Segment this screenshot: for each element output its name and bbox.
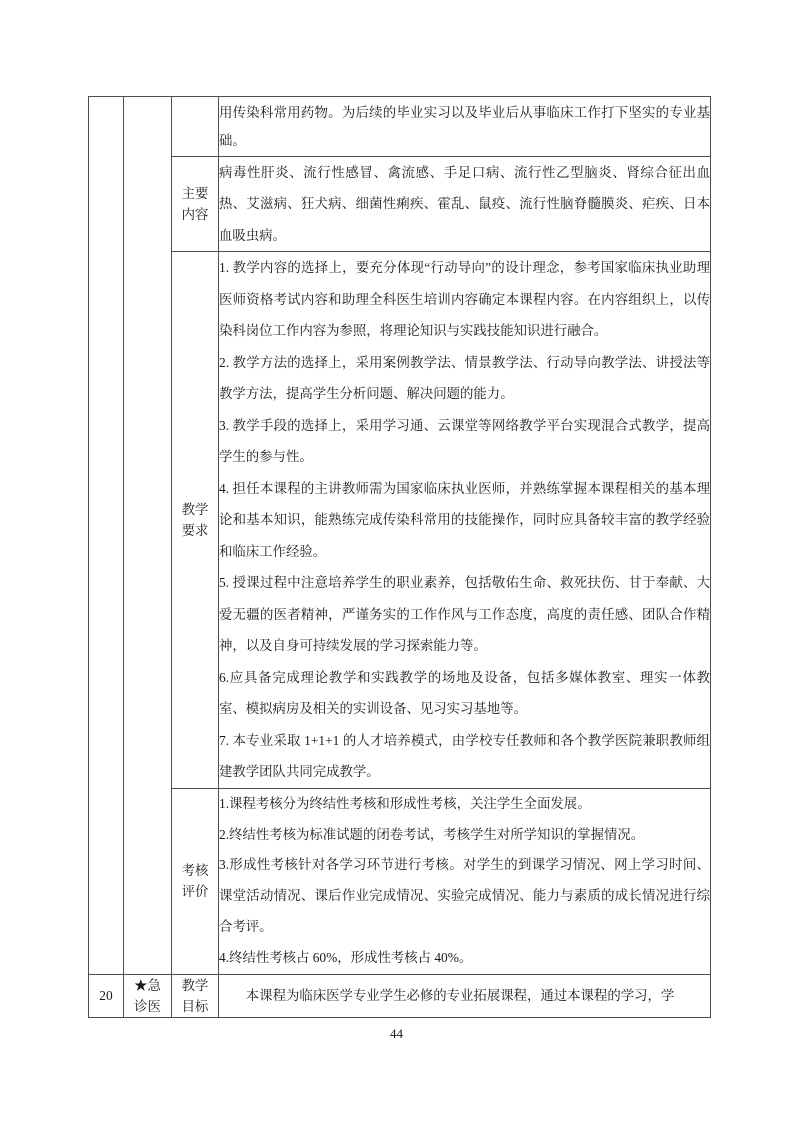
row-label-empty [172,97,219,157]
course-name-text: ★急诊医 [134,977,161,1014]
table-row-continuation [89,97,711,157]
paragraph: 3.形成性考核针对各学习环节进行考核。对学生的到课学习情况、网上学习时间、课堂活动情况、课后作业完成情况、实验完成情况、能力与素质的成长情况进行综合考评。 [219,857,710,935]
paragraph: 3. 教学手段的选择上，采用学习通、云课堂等网络教学平台实现混合式教学，提高学生的参与性。 [219,417,710,465]
row-label-text: 教学要求 [181,501,209,538]
paragraph: 1. 教学内容的选择上，要充分体现“行动导向”的设计理念，参考国家临床执业助理医师资格考试内容和助理全科医生培训内容确定本课程内容。在内容组织上，以传染科岗位工作内容为参照，将理论知识与实践技能知识进行融合。 [219,260,710,339]
cell-content [219,97,711,157]
paragraph: 2. 教学方法的选择上，采用案例教学法、情景教学法、行动导向教学法、讲授法等教学方法，提高学生分析问题、解决问题的能力。 [219,354,710,402]
seq-column-cell-empty [89,97,124,975]
paragraph: 4. 担任本课程的主讲教师需为国家临床执业医师，并熟练掌握本课程相关的基本理论和基本知识，能熟练完成传染科常用的技能操作，同时应具备较丰富的教学经验和临床工作经验。 [219,480,710,559]
table-row-assessment [89,788,711,974]
row-label-teaching-requirements [172,251,219,788]
cell-content [219,974,711,1017]
paragraph: 5. 授课过程中注意培养学生的职业素养，包括敬佑生命、救死扶伤、甘于奉献、大爱无疆的医者精神，严谨务实的工作作风与工作态度，高度的责任感、团队合作精神，以及自身可持续发展的学习探索能力等。 [219,575,710,654]
cell-content [219,788,711,974]
paragraph: 本课程为临床医学专业学生必修的专业拓展课程，通过本课程的学习，学 [245,987,675,1003]
row-label-text: 主要内容 [181,185,209,222]
row-label-teaching-objectives [172,974,219,1017]
course-name-cell [124,974,172,1017]
row-label-assessment [172,788,219,974]
cell-content [219,251,711,788]
cell-content [219,157,711,252]
table-row-teaching-requirements [89,251,711,788]
paragraph: 1.课程考核分为终结性考核和形成性考核，关注学生全面发展。 [219,795,591,811]
row-label-text: 教学目标 [181,977,209,1014]
table-row-course-20 [89,974,711,1017]
row-label-text: 考核评价 [181,863,209,900]
paragraph: 6.应具备完成理论教学和实践教学的场地及设备，包括多媒体教室、理实一体教室、模拟病房及相关的实训设备、见习实习基地等。 [219,669,710,717]
paragraph: 4.终结性考核占 60%，形成性考核占 40%。 [219,949,473,965]
page-number: 44 [390,1026,403,1041]
row-label-main-content [172,157,219,252]
paragraph: 2.终结性考核为标准试题的闭卷考试，考核学生对所学知识的掌握情况。 [219,826,645,842]
table-row-main-content [89,157,711,252]
course-column-cell-empty [124,97,172,975]
paragraph: 7. 本专业采取 1+1+1 的人才培养模式，由学校专任教师和各个教学医院兼职教师组建教学团队共同完成教学。 [219,732,710,780]
seq-number-cell: 20 [89,974,124,1017]
course-syllabus-table [88,96,711,1018]
paragraph: 用传染科常用药物。为后续的毕业实习以及毕业后从事临床工作打下坚实的专业基础。 [219,104,710,148]
paragraph: 病毒性肝炎、流行性感冒、禽流感、手足口病、流行性乙型脑炎、肾综合征出血热、艾滋病、狂犬病、细菌性痢疾、霍乱、鼠疫、流行性脑脊髓膜炎、疟疾、日本血吸虫病。 [219,165,710,243]
